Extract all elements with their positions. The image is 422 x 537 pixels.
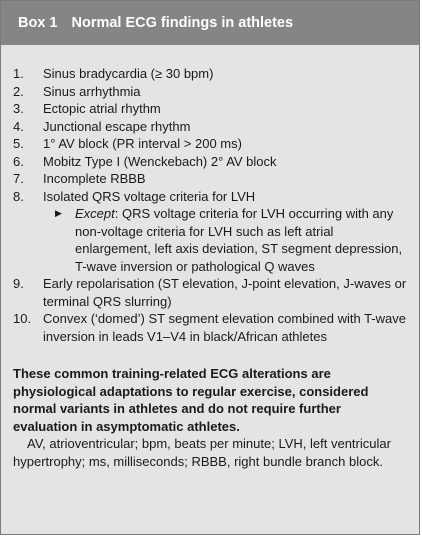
list-item: [13, 153, 411, 171]
list-item: [13, 65, 411, 83]
item-number: 7.: [13, 171, 24, 186]
findings-list-continued: [1, 275, 419, 345]
list-item: [13, 118, 411, 136]
item-number: 10.: [13, 311, 32, 326]
box-label: Box 1: [18, 15, 58, 31]
item-number: 3.: [13, 101, 24, 116]
item-number: 6.: [13, 153, 24, 169]
triangle-right-icon: ▶: [55, 208, 62, 218]
item-number: 9.: [13, 276, 24, 291]
list-item: [13, 135, 411, 153]
item-number: 1.: [13, 66, 24, 81]
list-item: [13, 83, 411, 101]
abbreviations-text: AV, atrioventricular; bpm, beats per minute; LVH, left ventricular hypertrophy; ms, milliseconds; RBBB, right bundle branch block.: [13, 436, 391, 469]
item-text: Early repolarisation (ST elevation, J-point elevation, J-waves or terminal QRS slurring): [43, 276, 407, 309]
list-item: [13, 275, 411, 310]
item-text: Isolated QRS voltage criteria for LVH: [43, 188, 256, 204]
list-item: [13, 188, 411, 206]
exception-note: [55, 205, 419, 275]
summary-text: These common training-related ECG alterations are physiological adaptations to regular exercise, considered normal variants in athletes and do not require further evaluation in asymptomatic athletes.: [13, 366, 369, 434]
item-text: Sinus bradycardia (≥ 30 bpm): [43, 66, 214, 81]
list-item: [13, 100, 411, 118]
findings-list: [1, 45, 419, 205]
box-header: [1, 1, 419, 45]
item-text: Junctional escape rhythm: [43, 118, 191, 134]
item-text: Ectopic atrial rhythm: [43, 101, 161, 116]
item-text: Incomplete RBBB: [43, 171, 146, 186]
list-item: [13, 310, 411, 345]
list-item: [13, 170, 411, 188]
item-number: 8.: [13, 188, 24, 204]
exception-text: : QRS voltage criteria for LVH occurring with any non-voltage criteria for LVH such as left atrial enlargement, left axis deviation, ST segment depression, T-wave inversion or pathological Q waves: [75, 206, 403, 274]
item-text: Sinus arrhythmia: [43, 83, 141, 99]
box-title: Normal ECG findings in athletes: [71, 15, 294, 31]
item-number: 5.: [13, 136, 24, 151]
item-text: Mobitz Type I (Wenckebach) 2° AV block: [43, 153, 277, 169]
item-text: 1° AV block (PR interval > 200 ms): [43, 136, 242, 151]
exception-label: Except: [75, 206, 115, 221]
item-number: 4.: [13, 118, 24, 134]
item-text: Convex (‘domed’) ST segment elevation combined with T-wave inversion in leads V1–V4 in black/African athletes: [43, 311, 406, 344]
item-number: 2.: [13, 83, 24, 99]
